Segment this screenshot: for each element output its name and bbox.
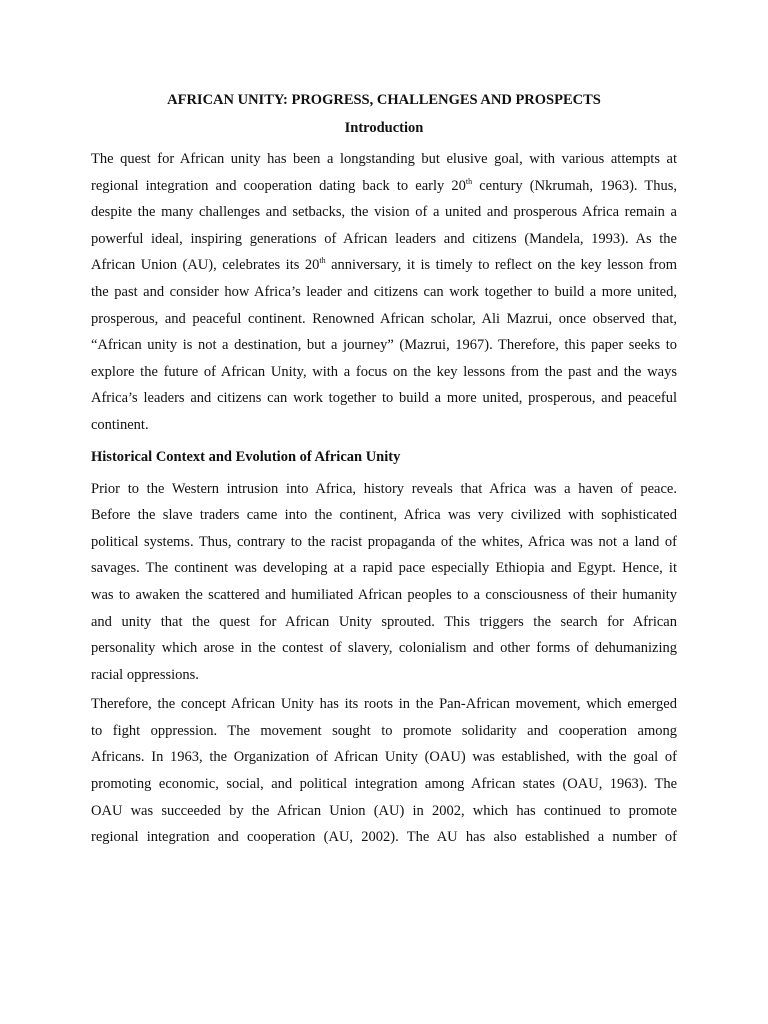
text-line: was to awaken the scattered and humiliated African peoples to a consciousness of their humanity: [91, 586, 677, 603]
text-line: personality which arose in the contest of slavery, colonialism and other forms of dehumanizing: [91, 640, 677, 657]
text-line: Before the slave traders came into the continent, Africa was very civilized with sophisticated: [91, 507, 677, 524]
text-line: political systems. Thus, contrary to the racist propaganda of the whites, Africa was not a land of: [91, 533, 677, 550]
text-line: explore the future of African Unity, with a focus on the key lessons from the past and the ways: [91, 363, 677, 380]
history-paragraph-1: [91, 476, 677, 689]
history-paragraph-2: [91, 691, 677, 851]
section-heading-introduction: Introduction: [344, 120, 424, 136]
intro-paragraph: [91, 146, 677, 439]
text-line: and unity that the quest for African Unity sprouted. This triggers the search for African: [91, 613, 677, 630]
text-line: regional integration and cooperation (AU, 2002). The AU has also established a number of: [91, 829, 677, 846]
text-line: racial oppressions.: [91, 666, 199, 683]
text-line: powerful ideal, inspiring generations of African leaders and citizens (Mandela, 1993). As the: [91, 230, 677, 247]
section-heading-historical-context: Historical Context and Evolution of African Unity: [91, 448, 401, 465]
text-line: Therefore, the concept African Unity has its roots in the Pan-African movement, which emerged: [91, 696, 677, 713]
text-line: Africa’s leaders and citizens can work together to build a more united, prosperous, and peaceful: [91, 390, 677, 407]
document-title: AFRICAN UNITY: PROGRESS, CHALLENGES AND PROSPECTS: [167, 92, 601, 108]
text-line: promoting economic, social, and political integration among African states (OAU, 1963). The: [91, 776, 677, 793]
ordinal-superscript: th: [319, 256, 326, 266]
text-line: Prior to the Western intrusion into Africa, history reveals that Africa was a haven of peace.: [91, 480, 677, 497]
text-line: despite the many challenges and setbacks, the vision of a united and prosperous Africa remain a: [91, 204, 677, 221]
text-line: the past and consider how Africa’s leader and citizens can work together to build a more united,: [91, 283, 677, 300]
text-line: to fight oppression. The movement sought to promote solidarity and cooperation among: [91, 722, 677, 739]
text-line: continent.: [91, 416, 149, 433]
text-line: OAU was succeeded by the African Union (AU) in 2002, which has continued to promote: [91, 802, 677, 819]
text-line: regional integration and cooperation dating back to early 20th century (Nkrumah, 1963). Thus,: [91, 176, 677, 194]
text-line: prosperous, and peaceful continent. Renowned African scholar, Ali Mazrui, once observed that,: [91, 310, 677, 327]
text-line: savages. The continent was developing at a rapid pace especially Ethiopia and Egypt. Hence, it: [91, 560, 677, 577]
text-line: “African unity is not a destination, but a journey” (Mazrui, 1967). Therefore, this paper seeks to: [91, 337, 677, 354]
ordinal-superscript: th: [465, 176, 473, 186]
text-line: African Union (AU), celebrates its 20th anniversary, it is timely to reflect on the key lesson from: [91, 256, 677, 274]
text-line: The quest for African unity has been a longstanding but elusive goal, with various attempts at: [91, 151, 677, 167]
text-line: Africans. In 1963, the Organization of African Unity (OAU) was established, with the goal of: [91, 749, 677, 766]
